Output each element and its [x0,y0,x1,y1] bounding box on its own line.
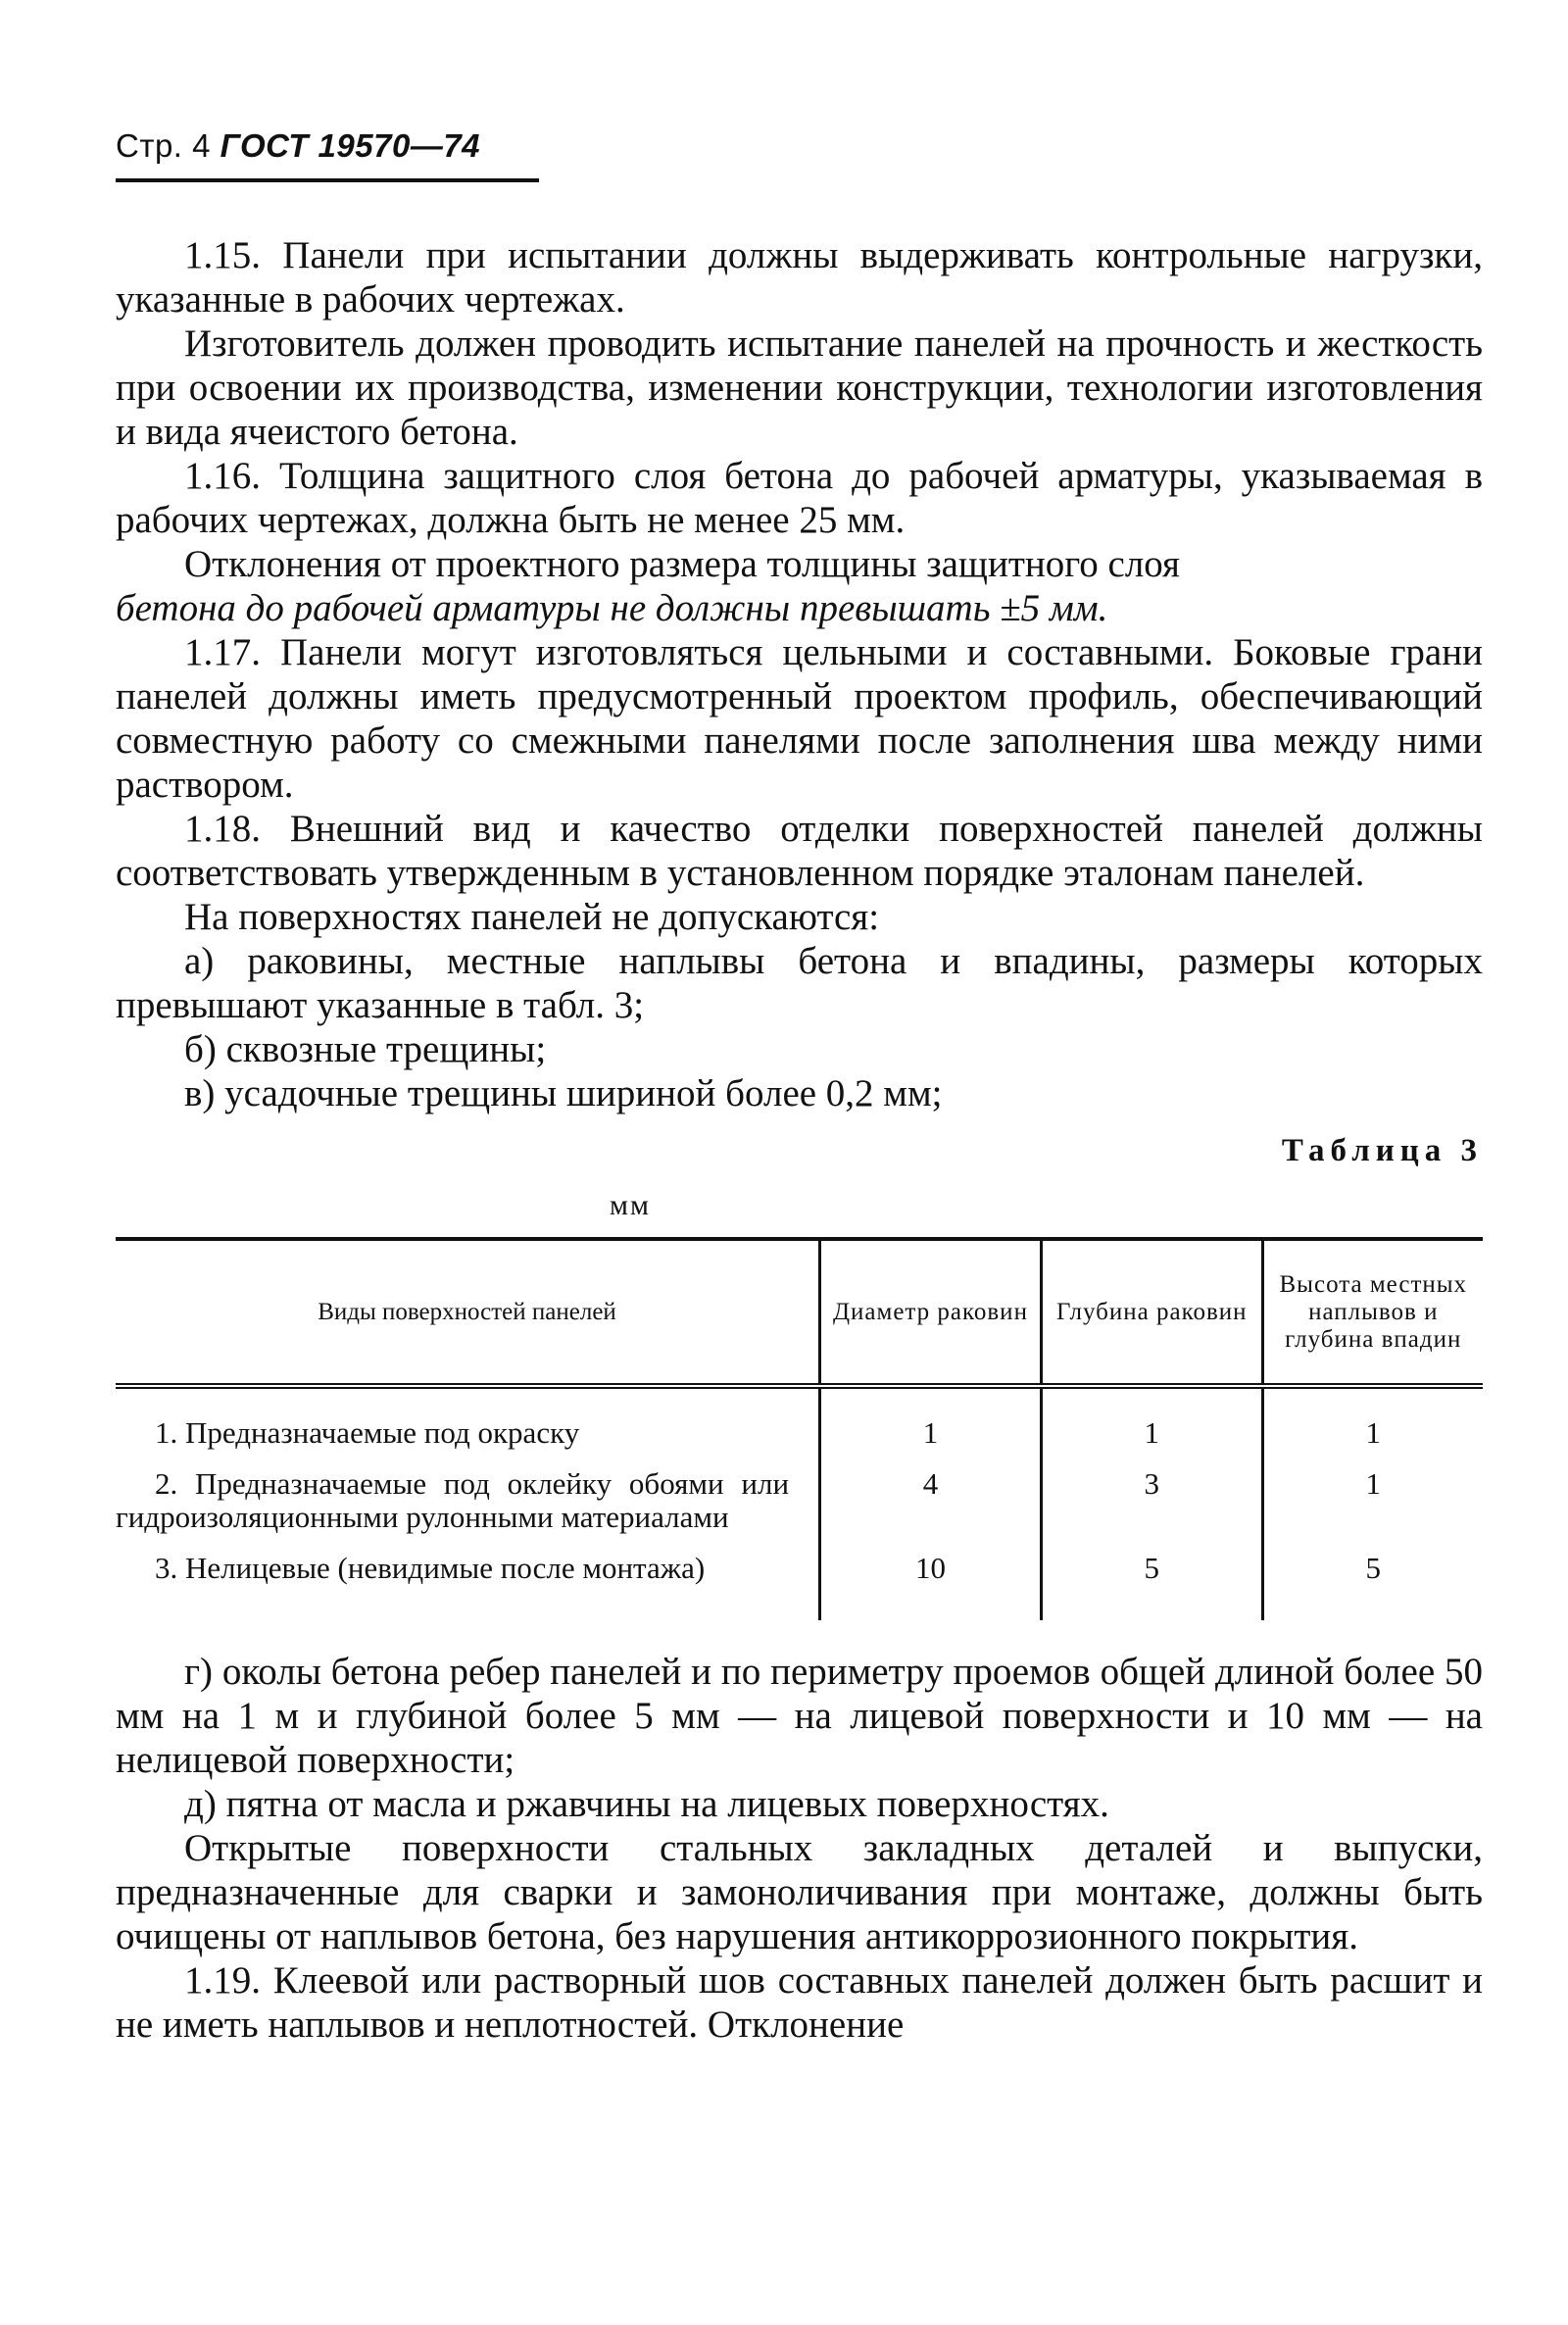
table-3 [116,1237,1483,1620]
paragraph-italic: бетона до рабочей арматуры не должны превышать ±5 мм. [116,587,1108,629]
cell-height: 5 [1365,1551,1382,1585]
table-header-row [116,1239,1483,1386]
cell-height: 1 [1365,1466,1382,1501]
row-name: 1. Предназначаемые под окраску [116,1386,820,1463]
table-row [116,1463,1483,1548]
doc-code: ГОСТ 19570—74 [220,127,481,164]
page-number: Стр. 4 [116,127,211,164]
list-item: а) раковины, местные наплывы бетона и впадины, размеры которых превышают указанные в табл. 3; [116,940,1483,1026]
cell-depth: 5 [1041,1548,1262,1620]
header-surface-type: Виды поверхностей панелей [116,1239,820,1386]
page-header [116,127,1483,165]
table-row [116,1548,1483,1620]
cell-diameter: 10 [820,1548,1042,1620]
paragraph: На поверхностях панелей не допускаются: [184,896,880,938]
cell-depth: 3 [1041,1463,1262,1548]
paragraph: 1.16. Толщина защитного слоя бетона до рабочей арматуры, указываемая в рабочих чертежах, должна быть не менее 25 мм. [116,455,1483,541]
row-name: 2. Предназначаемые под оклейку обоями или гидроизоляционными рулонными материалами [116,1463,820,1548]
document-page [116,127,1483,2047]
paragraph: 1.15. Панели при испытании должны выдерживать контрольные нагрузки, указанные в рабочих чертежах. [116,234,1483,321]
table-caption: Таблица 3 [1281,1133,1483,1168]
list-item: д) пятна от масла и ржавчины на лицевых поверхностях. [184,1783,1109,1825]
paragraph: 1.17. Панели могут изготовляться цельными и составными. Боковые грани панелей должны иметь предусмотренный проектом профиль, обеспечивающий совместную работу со смежными панелями после заполнения шва между ними раствором. [116,631,1483,806]
header-height: Высота местных наплывов и глубина впадин [1279,1270,1468,1353]
paragraph: Изготовитель должен проводить испытание панелей на прочность и жесткость при освоении их производства, изменении конструкции, технологии изготовления и вида ячеистого бетона. [116,322,1483,453]
paragraph: Отклонения от проектного размера толщины защитного слоя [184,543,1180,585]
header-diameter: Диаметр раковин [820,1239,1042,1386]
paragraph: 1.18. Внешний вид и качество отделки поверхностей панелей должны соответствовать утвержденным в установленном порядке эталонам панелей. [116,808,1483,894]
table-row [116,1386,1483,1463]
main-text [116,233,1483,2047]
paragraph: Открытые поверхности стальных закладных деталей и выпуски, предназначенные для сварки и замоноличивания при монтаже, должны быть очищены от наплывов бетона, без нарушения антикоррозионного покрытия. [116,1827,1483,1957]
list-item: г) околы бетона ребер панелей и по периметру проемов общей длиной более 50 мм на 1 м и глубиной более 5 мм — на лицевой поверхности и 10 мм — на нелицевой поверхности; [116,1651,1483,1781]
cell-diameter: 4 [820,1463,1042,1548]
cell-height: 1 [1365,1415,1382,1450]
cell-diameter: 1 [820,1386,1042,1463]
text-after-table [116,1650,1483,2047]
header-rule [116,178,539,182]
list-item: б) сквозные трещины; [184,1028,547,1070]
row-name: 3. Нелицевые (невидимые после монтажа) [116,1548,820,1620]
table-unit: мм [610,1189,651,1221]
paragraph: 1.19. Клеевой или растворный шов составных панелей должен быть расшит и не иметь наплывов и неплотностей. Отклонение [116,1959,1483,2046]
list-item: в) усадочные трещины шириной более 0,2 мм; [184,1072,943,1114]
header-depth: Глубина раковин [1041,1239,1262,1386]
cell-depth: 1 [1041,1386,1262,1463]
